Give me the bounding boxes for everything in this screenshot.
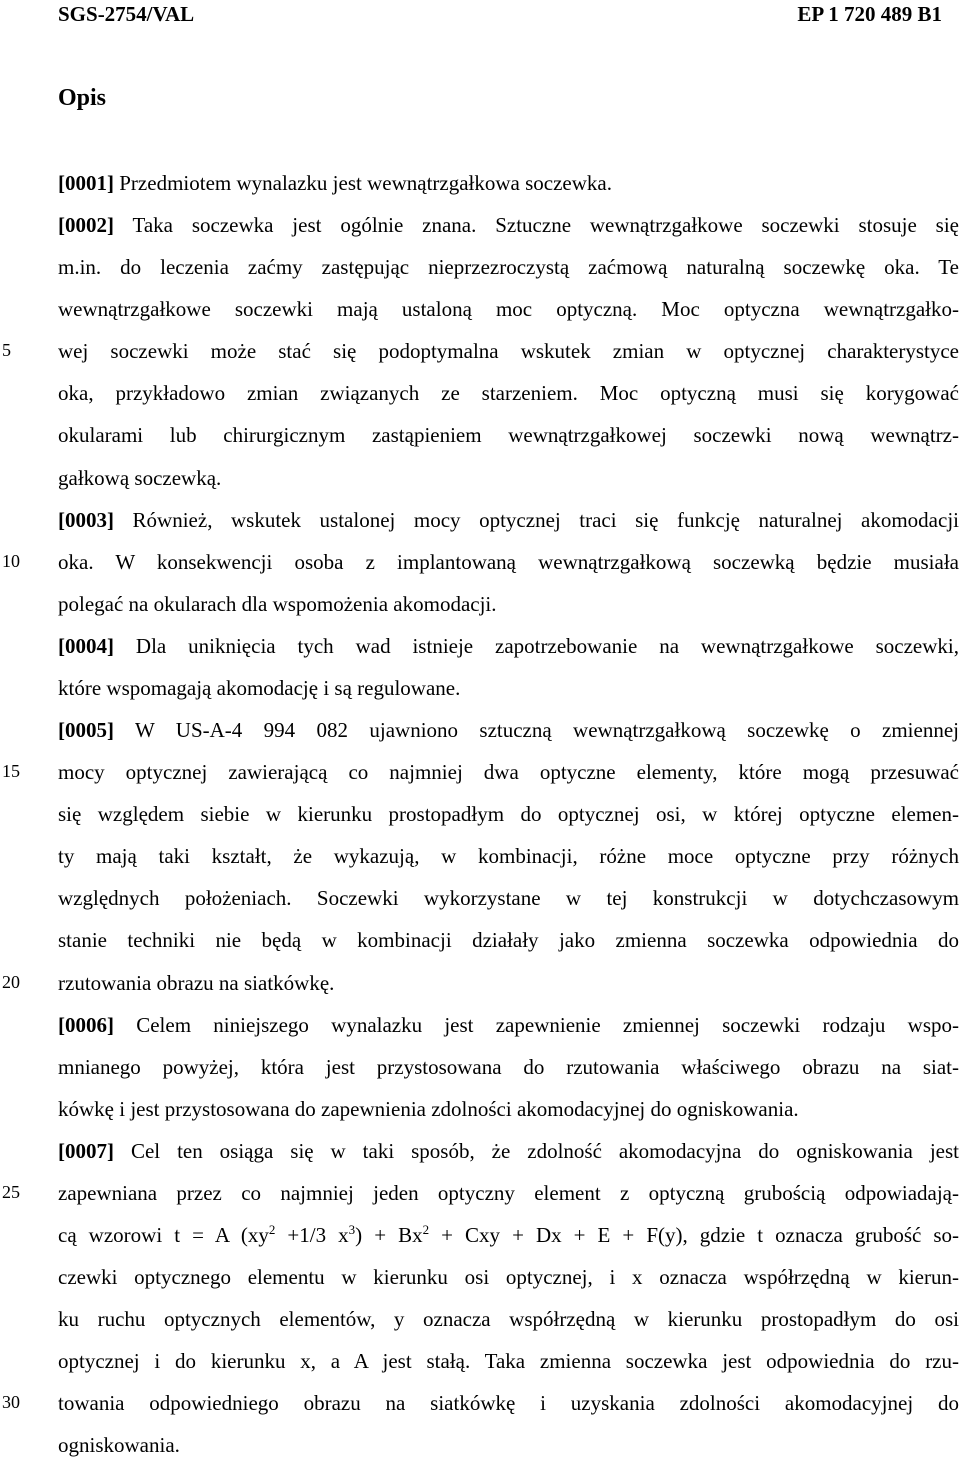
formula-text: +1/3 x — [275, 1223, 349, 1247]
text-line — [58, 457, 959, 499]
line-text: wej soczewki może stać się podoptymalna wskutek zmian w optycznej charakterystyce — [58, 339, 959, 364]
text-line — [58, 288, 959, 330]
line-text: okularami lub chirurgicznym zastąpieniem wewnątrzgałkowej soczewki nową wewnątrz- — [58, 423, 959, 448]
line-text: oka, przykładowo zmian związanych ze starzeniem. Moc optyczną musi się korygować — [58, 381, 959, 406]
line-text: się względem siebie w kierunku prostopadłym do optycznej osi, w której optyczne elemen- — [58, 802, 959, 827]
line-text: Taka soczewka jest ogólnie znana. Sztuczne wewnątrzgałkowe soczewki stosuje się — [114, 213, 959, 238]
line-text: Również, wskutek ustalonej mocy optycznej traci się funkcję naturalnej akomodacji — [114, 507, 959, 532]
text-line — [58, 372, 959, 414]
text-line — [58, 1172, 959, 1214]
line-text: względnych położeniach. Soczewki wykorzystane w tej konstrukcji w dotychczasowym — [58, 886, 959, 911]
line-text: Dla uniknięcia tych wad istnieje zapotrzebowanie na wewnątrzgałkowe soczewki, — [114, 633, 959, 658]
line-text: gałkową soczewką. — [58, 465, 222, 490]
text-line — [58, 793, 959, 835]
paragraph-number: [0002] — [58, 213, 114, 238]
section-heading: Opis — [58, 85, 107, 111]
text-line — [58, 1298, 959, 1340]
margin-line-number: 5 — [2, 340, 11, 361]
text-line — [58, 414, 959, 456]
text-line — [58, 1130, 959, 1172]
line-text: ogniskowania. — [58, 1433, 180, 1458]
text-line — [58, 246, 959, 288]
formula-text: cą wzorowi t = A (xy — [58, 1223, 269, 1247]
text-line — [58, 1382, 959, 1424]
text-line — [58, 330, 959, 372]
margin-line-number: 20 — [2, 971, 20, 992]
formula-exponent: 2 — [422, 1222, 430, 1237]
line-text: mocy optycznej zawierającą co najmniej dwa optyczne elementy, które mogą przesuwać — [58, 760, 959, 785]
line-text: Cel ten osiąga się w taki sposób, że zdolność akomodacyjna do ogniskowania jest — [114, 1138, 959, 1163]
text-line — [58, 835, 959, 877]
line-text: Celem niniejszego wynalazku jest zapewnienie zmiennej soczewki rodzaju wspo- — [114, 1012, 959, 1037]
text-line — [58, 583, 959, 625]
text-line — [58, 1214, 959, 1256]
margin-line-number: 10 — [2, 550, 20, 571]
paragraph-number: [0007] — [58, 1138, 114, 1163]
formula-exponent: 3 — [348, 1222, 356, 1237]
text-line — [58, 1424, 959, 1466]
text-line — [58, 919, 959, 961]
line-text: które wspomagają akomodację i są regulowane. — [58, 675, 461, 700]
text-line — [58, 499, 959, 541]
paragraph-number: [0003] — [58, 507, 114, 532]
paragraph-number: [0006] — [58, 1012, 114, 1037]
text-line — [58, 1256, 959, 1298]
formula-text: ) + Bx — [355, 1223, 423, 1247]
text-line — [58, 1340, 959, 1382]
text-line — [58, 751, 959, 793]
margin-line-number: 15 — [2, 761, 20, 782]
line-text: towania odpowiedniego obrazu na siatkówkę i uzyskania zdolności akomodacyjnej do — [58, 1391, 959, 1416]
paragraph-number: [0005] — [58, 718, 114, 743]
line-text: Przedmiotem wynalazku jest wewnątrzgałkowa soczewka. — [114, 171, 612, 195]
line-text: wewnątrzgałkowe soczewki mają ustaloną moc optyczną. Moc optyczna wewnątrzgałko- — [58, 297, 959, 322]
margin-line-number: 30 — [2, 1392, 20, 1413]
line-text: kówkę i jest przystosowana do zapewnienia zdolności akomodacyjnej do ogniskowania. — [58, 1096, 799, 1121]
text-line — [58, 877, 959, 919]
text-line — [58, 162, 959, 204]
line-text: mnianego powyżej, która jest przystosowana do rzutowania właściwego obrazu na siat- — [58, 1054, 959, 1079]
text-line — [58, 962, 959, 1004]
paragraph-number: [0001] — [58, 171, 114, 195]
line-text: m.in. do leczenia zaćmy zastępując nieprzezroczystą zaćmową naturalną soczewkę oka. Te — [58, 255, 959, 280]
formula-text: + Cxy + Dx + E + F(y), gdzie t oznacza grubość so- — [429, 1223, 960, 1247]
line-text: optycznej i do kierunku x, a A jest stałą. Taka zmienna soczewka jest odpowiednia do rzu- — [58, 1349, 959, 1374]
publication-number: EP 1 720 489 B1 — [797, 2, 942, 26]
text-line — [58, 1088, 959, 1130]
text-line — [58, 625, 959, 667]
formula-exponent: 2 — [268, 1222, 276, 1237]
document-reference: SGS-2754/VAL — [58, 2, 195, 26]
line-text: oka. W konsekwencji osoba z implantowaną wewnątrzgałkową soczewką będzie musiała — [58, 549, 959, 574]
line-text: czewki optycznego elementu w kierunku osi optycznej, i x oznacza współrzędną w kierun- — [58, 1265, 959, 1290]
line-text: rzutowania obrazu na siatkówkę. — [58, 970, 335, 995]
text-line — [58, 541, 959, 583]
text-line — [58, 1046, 959, 1088]
margin-line-number: 25 — [2, 1181, 20, 1202]
text-line — [58, 709, 959, 751]
paragraph-number: [0004] — [58, 633, 114, 658]
line-text: polegać na okularach dla wspomożenia akomodacji. — [58, 591, 497, 616]
text-line — [58, 1004, 959, 1046]
line-text: W US-A-4 994 082 ujawniono sztuczną wewnątrzgałkową soczewkę o zmiennej — [114, 718, 959, 743]
line-text: zapewniana przez co najmniej jeden optyczny element z optyczną grubością odpowiadają- — [58, 1180, 959, 1205]
text-line — [58, 204, 959, 246]
line-text: ku ruchu optycznych elementów, y oznacza współrzędną w kierunku prostopadłym do osi — [58, 1307, 959, 1332]
line-text: stanie techniki nie będą w kombinacji działały jako zmienna soczewka odpowiednia do — [58, 928, 959, 953]
line-text: ty mają taki kształt, że wykazują, w kombinacji, różne moce optyczne przy różnych — [58, 844, 959, 869]
text-line — [58, 667, 959, 709]
